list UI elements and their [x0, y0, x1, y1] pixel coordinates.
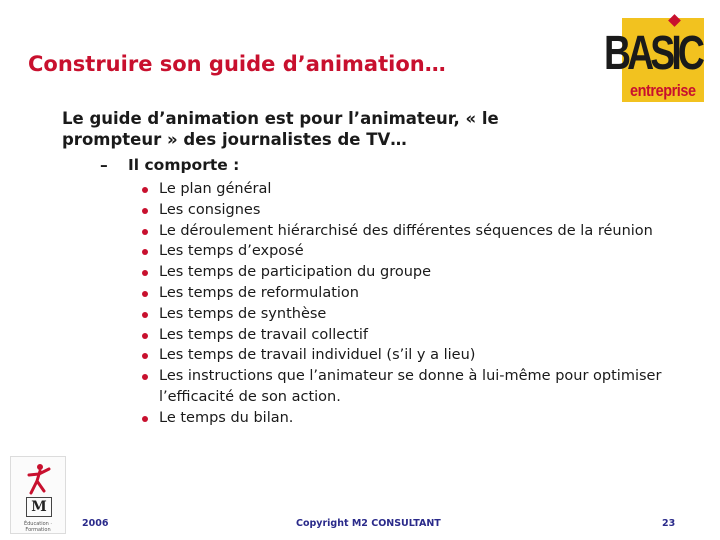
list-item: Les instructions que l’animateur se donne à lui-même pour optimiser l’efficacité de son action. [142, 366, 672, 408]
logo-entreprise-word: entreprise [630, 81, 696, 100]
bullet-dot-icon [142, 208, 148, 214]
logo-caption: Éducation · Formation [23, 521, 53, 533]
logo-basic-word: BASIC [604, 27, 701, 80]
footer-page-number: 23 [662, 518, 676, 529]
intro-paragraph [62, 108, 622, 150]
sub-heading-text: Il comporte : [128, 156, 240, 174]
sub-heading [100, 155, 239, 175]
bullet-dot-icon [142, 353, 148, 359]
list-item: Les temps de reformulation [142, 283, 672, 304]
m-letter-box: M [26, 497, 52, 517]
bullet-dot-icon [142, 229, 148, 235]
list-item: Les temps de participation du groupe [142, 262, 672, 283]
basic-entreprise-logo [604, 12, 704, 102]
footer-year: 2006 [82, 518, 109, 529]
footer-copyright: Copyright M2 CONSULTANT [296, 518, 441, 529]
bullet-dot-icon [142, 187, 148, 193]
bullet-dot-icon [142, 374, 148, 380]
bullet-dot-icon [142, 312, 148, 318]
list-item: Les temps de travail collectif [142, 325, 672, 346]
dancer-figure-icon [25, 463, 51, 497]
bullet-dot-icon [142, 333, 148, 339]
bullet-dot-icon [142, 249, 148, 255]
list-item: Le déroulement hiérarchisé des différentes séquences de la réunion [142, 221, 672, 242]
intro-line-1: Le guide d’animation est pour l’animateur, « le [62, 109, 499, 128]
list-item: Les temps de synthèse [142, 304, 672, 325]
m2-consultant-logo [10, 456, 66, 534]
bullet-list [142, 179, 672, 429]
list-item: Le temps du bilan. [142, 408, 672, 429]
intro-line-2: prompteur » des journalistes de TV… [62, 130, 407, 149]
list-item: Les temps d’exposé [142, 241, 672, 262]
list-item: Le plan général [142, 179, 672, 200]
list-item: Les temps de travail individuel (s’il y a lieu) [142, 345, 672, 366]
bullet-dot-icon [142, 416, 148, 422]
bullet-dot-icon [142, 291, 148, 297]
list-item: Les consignes [142, 200, 672, 221]
slide-title: Construire son guide d’animation… [28, 52, 446, 76]
bullet-dot-icon [142, 270, 148, 276]
dash-marker: – [100, 156, 108, 174]
